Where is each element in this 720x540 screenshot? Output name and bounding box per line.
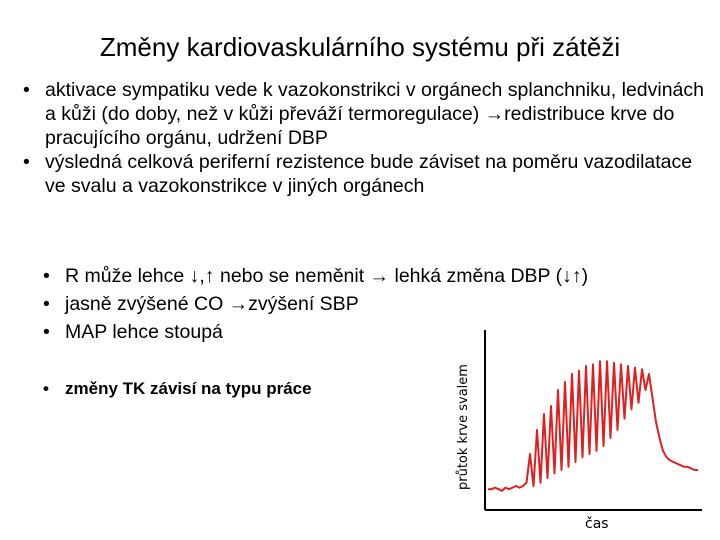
main-bullet-list — [45, 78, 705, 198]
sub-bullet-item: • jasně zvýšené CO →zvýšení SBP — [65, 290, 705, 318]
bold-bullet-list — [65, 377, 445, 401]
sub-bullet-item: • R může lehce ↓,↑ nebo se neměnit → lehká změna DBP (↓↑) — [65, 262, 705, 290]
main-bullet-item: • výsledná celková periferní rezistence bude záviset na poměru vazodilatace ve svalu a vazokonstrikce v jiných orgánech — [45, 150, 705, 198]
main-bullet-item: • aktivace sympatiku vede k vazokonstrikci v orgánech splanchniku, ledvinách a kůži (do doby, než v kůži převáží termoregulace) →redistribuce krve do pracujícího orgánu, udržení DBP — [45, 78, 705, 150]
y-axis-label: průtok krve svalem — [456, 364, 471, 490]
x-axis-label: čas — [585, 516, 609, 532]
bold-bullet-item: • změny TK závisí na typu práce — [65, 377, 445, 401]
page-title: Změny kardiovaskulárního systému při zátěži — [99, 32, 621, 62]
flow-series-line — [488, 361, 698, 491]
sub-bullet-item: • MAP lehce stoupá — [65, 318, 705, 346]
blood-flow-chart — [440, 330, 710, 535]
